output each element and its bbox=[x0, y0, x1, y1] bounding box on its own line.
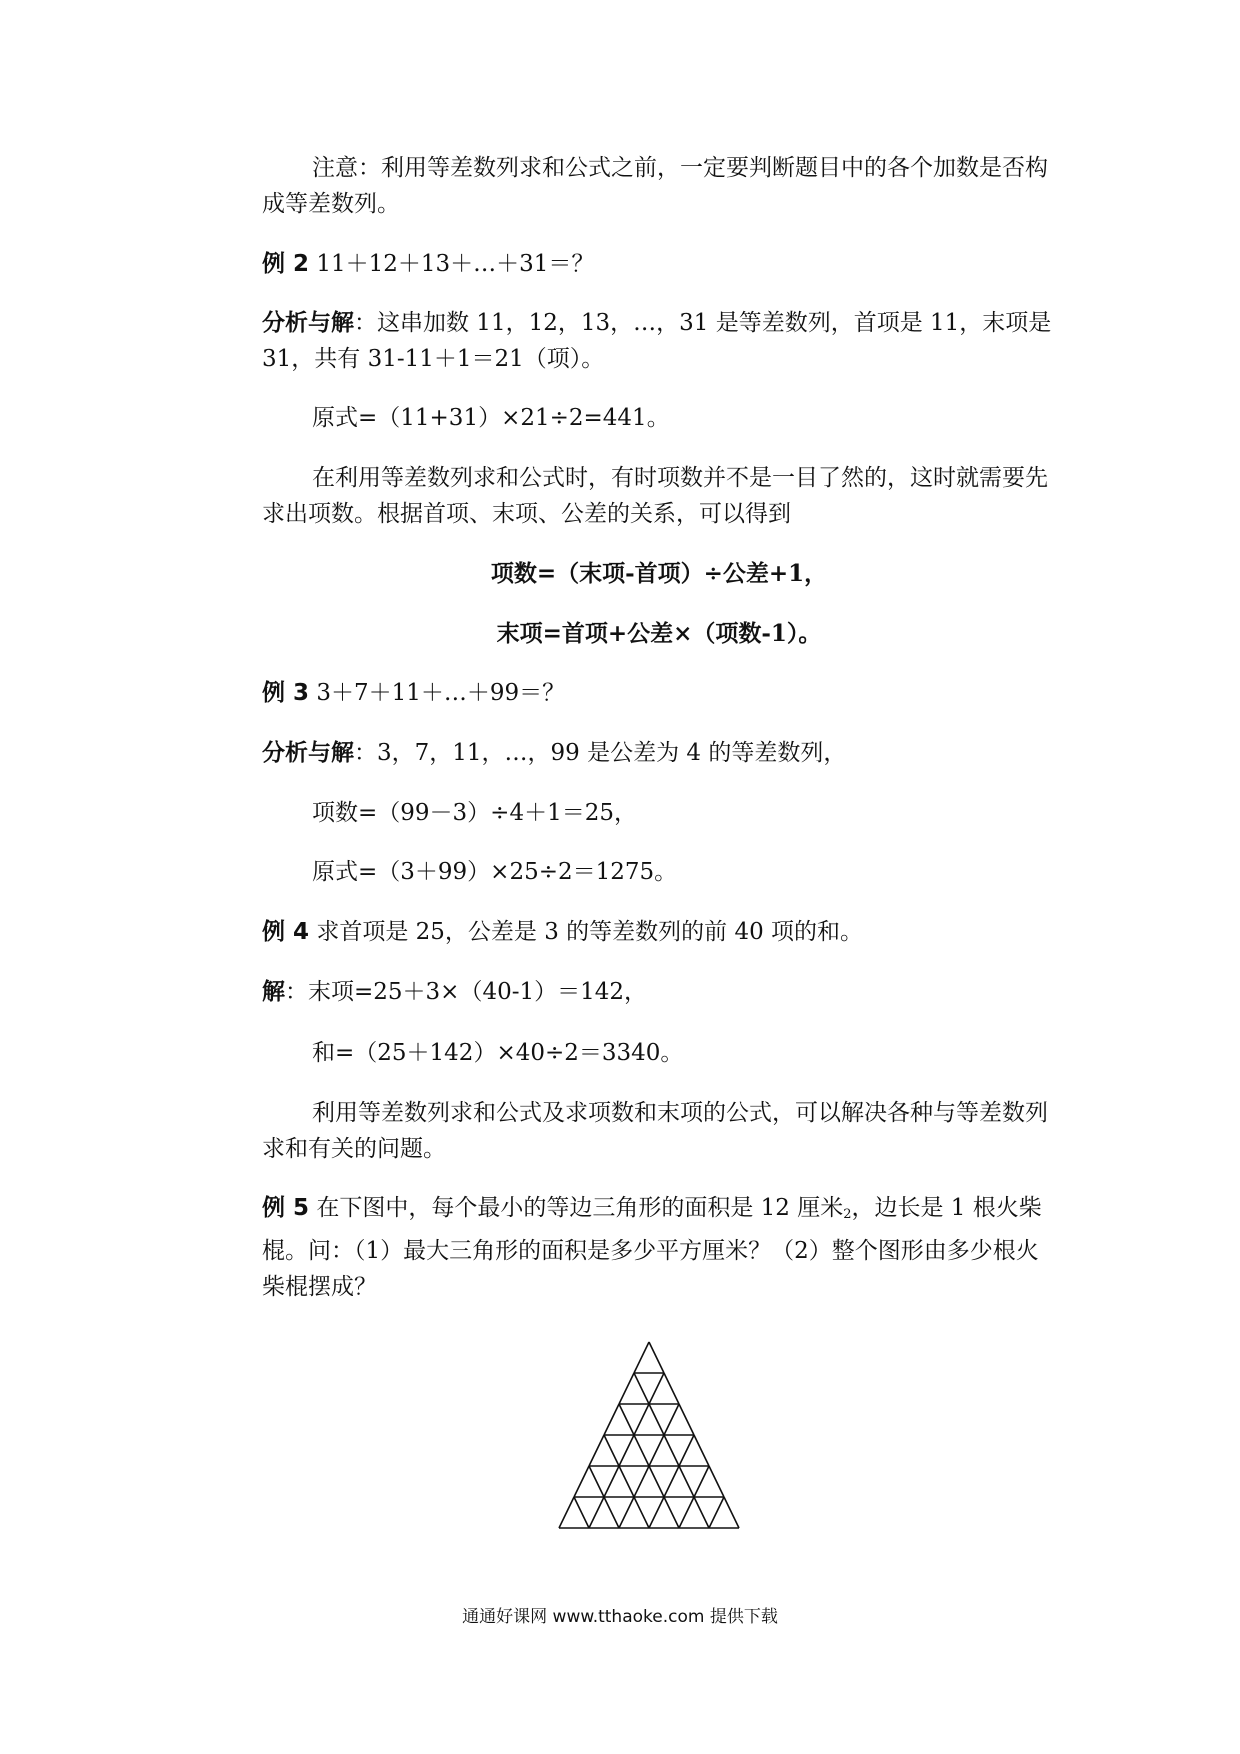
matchstick-left bbox=[694, 1466, 709, 1497]
example-5-question-part-2: ，边长是 1 根火柴棍。问：（1）最大三角形的面积是多少平方厘米？（2）整个图形由多少根火柴棍摆成？ bbox=[262, 1195, 1042, 1300]
example-2-label: 例 2 bbox=[262, 251, 310, 277]
example-5-question-part-1: 在下图中，每个最小的等边三角形的面积是 12 厘米 bbox=[316, 1195, 844, 1221]
example-2 bbox=[262, 246, 1056, 282]
example-4-label: 例 4 bbox=[262, 919, 310, 945]
matchstick-left bbox=[634, 1466, 649, 1497]
matchstick-right bbox=[574, 1497, 589, 1528]
formula-last-term: 末项=首项+公差×（项数-1）。 bbox=[496, 620, 822, 647]
matchstick-right bbox=[694, 1435, 709, 1466]
example-3-line-1: 项数=（99－3）÷4＋1＝25， bbox=[312, 800, 637, 826]
matchstick-right bbox=[664, 1497, 679, 1528]
matchstick-left bbox=[679, 1497, 694, 1528]
example-3-solution bbox=[262, 735, 1056, 771]
solution-text: ：这串加数 11，12，13，…，31 是等差数列，首项是 11，末项是 31，共有 31-11＋1＝21（项）。 bbox=[262, 310, 1052, 372]
solution-label: 分析与解 bbox=[262, 740, 354, 766]
matchstick-left bbox=[634, 1404, 649, 1435]
solution-label: 解 bbox=[262, 979, 285, 1005]
matchstick-right bbox=[649, 1404, 664, 1435]
example-5-superscript: 2 bbox=[843, 1207, 852, 1222]
example-5 bbox=[262, 1190, 1056, 1305]
matchstick-left bbox=[589, 1435, 604, 1466]
matchstick-left bbox=[679, 1435, 694, 1466]
solution-label: 分析与解 bbox=[262, 310, 354, 336]
formula-number-of-terms: 项数=（末项-首项）÷公差+1， bbox=[490, 560, 828, 587]
matchstick-right bbox=[619, 1404, 634, 1435]
example-3-question: 3＋7＋11＋…＋99＝？ bbox=[316, 680, 566, 706]
example-2-formula: 原式=（11+31）×21÷2=441。 bbox=[312, 405, 670, 431]
matchstick-left bbox=[664, 1404, 679, 1435]
matchstick-left bbox=[619, 1435, 634, 1466]
matchstick-left bbox=[559, 1497, 574, 1528]
matchstick-left bbox=[664, 1466, 679, 1497]
matchstick-right bbox=[694, 1497, 709, 1528]
matchstick-left bbox=[589, 1497, 604, 1528]
matchstick-left bbox=[574, 1466, 589, 1497]
matchstick-right bbox=[709, 1466, 724, 1497]
matchstick-left bbox=[634, 1342, 649, 1373]
solution-text: ：3，7，11，…，99 是公差为 4 的等差数列， bbox=[354, 740, 847, 766]
example-5-label: 例 5 bbox=[262, 1195, 310, 1221]
intro-terms-paragraph: 在利用等差数列求和公式时，有时项数并不是一目了然的，这时就需要先求出项数。根据首项、末项、公差的关系，可以得到 bbox=[262, 465, 1048, 527]
example-3-label: 例 3 bbox=[262, 680, 310, 706]
matchstick-right bbox=[664, 1435, 679, 1466]
matchstick-right bbox=[724, 1497, 739, 1528]
matchstick-triangle-figure bbox=[556, 1338, 742, 1534]
example-4-question: 求首项是 25，公差是 3 的等差数列的前 40 项的和。 bbox=[316, 919, 864, 945]
matchstick-right bbox=[634, 1435, 649, 1466]
summary-paragraph: 利用等差数列求和公式及求项数和末项的公式，可以解决各种与等差数列求和有关的问题。 bbox=[262, 1100, 1048, 1162]
matchstick-right bbox=[649, 1342, 664, 1373]
matchstick-right bbox=[634, 1373, 649, 1404]
matchstick-left bbox=[604, 1404, 619, 1435]
example-2-question: 11＋12＋13＋…＋31＝？ bbox=[316, 251, 595, 277]
matchstick-right bbox=[634, 1497, 649, 1528]
example-3 bbox=[262, 675, 1056, 711]
matchstick-right bbox=[649, 1466, 664, 1497]
example-3-line-2: 原式=（3＋99）×25÷2＝1275。 bbox=[312, 859, 678, 885]
matchstick-right bbox=[604, 1497, 619, 1528]
matchstick-left bbox=[709, 1497, 724, 1528]
example-4-line-2: 和=（25＋142）×40÷2＝3340。 bbox=[312, 1040, 684, 1066]
matchstick-left bbox=[649, 1497, 664, 1528]
solution-text: ：末项=25＋3×（40-1）＝142， bbox=[285, 979, 648, 1005]
matchstick-right bbox=[679, 1466, 694, 1497]
example-4 bbox=[262, 914, 1056, 950]
matchstick-right bbox=[619, 1466, 634, 1497]
example-4-solution bbox=[262, 974, 1056, 1010]
matchstick-right bbox=[664, 1373, 679, 1404]
matchstick-left bbox=[604, 1466, 619, 1497]
matchstick-left bbox=[619, 1373, 634, 1404]
matchstick-left bbox=[649, 1373, 664, 1404]
note-paragraph: 注意：利用等差数列求和公式之前，一定要判断题目中的各个加数是否构成等差数列。 bbox=[262, 155, 1048, 217]
example-2-solution bbox=[262, 305, 1056, 377]
footer-text: 通通好课网 www.tthaoke.com 提供下载 bbox=[462, 1607, 778, 1627]
matchstick-left bbox=[649, 1435, 664, 1466]
matchstick-left bbox=[619, 1497, 634, 1528]
matchstick-right bbox=[604, 1435, 619, 1466]
matchstick-right bbox=[679, 1404, 694, 1435]
matchstick-right bbox=[589, 1466, 604, 1497]
